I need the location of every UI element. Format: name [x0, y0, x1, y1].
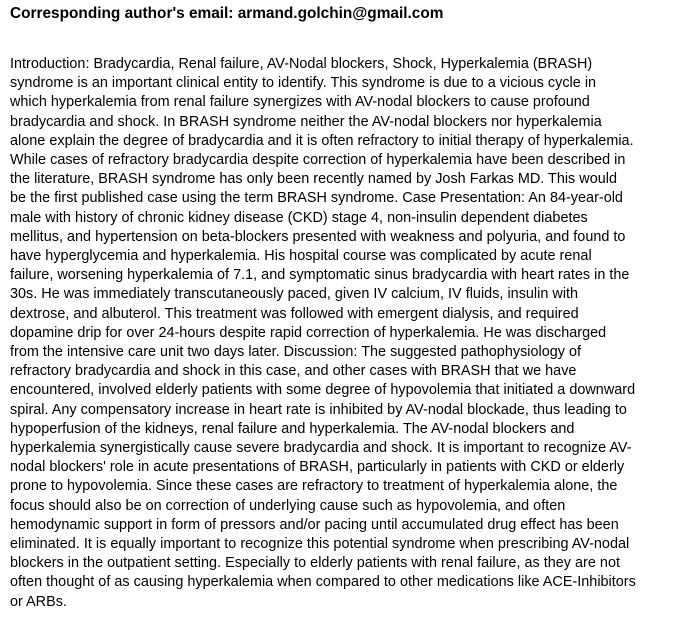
abstract-line: syndrome is an important clinical entity to identify. This syndrome is due to a vicious cycle in: [10, 75, 597, 92]
abstract-line: hyperkalemia synergistically cause severe bradycardia and shock. It is important to recognize AV-: [10, 440, 632, 457]
abstract-line: blockers in the outpatient setting. Especially to elderly patients with renal failure, as they are not: [10, 555, 620, 572]
abstract-line: spiral. Any compensatory increase in heart rate is inhibited by AV-nodal blockade, thus leading to: [10, 401, 627, 418]
abstract-line: the literature, BRASH syndrome has only been recently named by Josh Farkas MD. This would: [10, 171, 617, 188]
abstract-line: hypoperfusion of the kidneys, renal failure and hyperkalemia. The AV-nodal blockers and: [10, 420, 575, 437]
abstract-line: Introduction: Bradycardia, Renal failure, AV-Nodal blockers, Shock, Hyperkalemia (BRASH): [10, 56, 593, 72]
abstract-line: or ARBs.: [10, 593, 67, 610]
abstract-line: bradycardia and shock. In BRASH syndrome neither the AV-nodal blockers nor hyperkalemia: [10, 113, 602, 130]
abstract-body: [10, 55, 679, 612]
abstract-line: often thought of as causing hyperkalemia when compared to other medications like ACE-Inhibitors: [10, 574, 636, 591]
abstract-line: from the intensive care unit two days later. Discussion: The suggested pathophysiology of: [10, 344, 582, 361]
abstract-line: prone to hypovolemia. Since these cases are refractory to treatment of hyperkalemia alone, the: [10, 478, 618, 495]
abstract-line: dextrose, and albuterol. This treatment was followed with emergent dialysis, and required: [10, 305, 579, 322]
abstract-line: hemodynamic support in form of pressors and/or pacing until accumulated drug effect has been: [10, 516, 619, 533]
abstract-line: mellitus, and hypertension on beta-blockers presented with weakness and polyuria, and found to: [10, 228, 626, 245]
abstract-line: alone explain the degree of bradycardia and it is often refractory to initial therapy of hyperkalemia.: [10, 132, 634, 149]
abstract-line: failure, worsening hyperkalemia of 7.1, and symptomatic sinus bradycardia with heart rates in the: [10, 267, 630, 284]
corresponding-author-email: Corresponding author's email: armand.golchin@gmail.com: [10, 5, 444, 22]
abstract-line: refractory bradycardia and shock in this case, and other cases with BRASH that we have: [10, 363, 577, 380]
abstract-line: focus should also be on correction of underlying cause such as hypovolemia, and often: [10, 497, 566, 514]
abstract-line: 30s. He was immediately transcutaneously paced, given IV calcium, IV fluids, insulin with: [10, 286, 579, 303]
abstract-line: eliminated. It is equally important to recognize this potential syndrome when prescribing AV-nodal: [10, 536, 630, 553]
abstract-line: nodal blockers' role in acute presentations of BRASH, particularly in patients with CKD or elderly: [10, 459, 625, 476]
abstract-line: male with history of chronic kidney disease (CKD) stage 4, non-insulin dependent diabetes: [10, 209, 588, 226]
abstract-line: encountered, involved elderly patients with some degree of hypovolemia that initiated a downward: [10, 382, 636, 399]
abstract-line: While cases of refractory bradycardia despite correction of hyperkalemia have been described in: [10, 152, 626, 169]
abstract-line: be the first published case using the term BRASH syndrome. Case Presentation: An 84-year-old: [10, 190, 623, 207]
abstract-line: which hyperkalemia from renal failure synergizes with AV-nodal blockers to cause profound: [10, 94, 590, 111]
abstract-line: dopamine drip for over 24-hours despite rapid correction of hyperkalemia. He was discharged: [10, 324, 607, 341]
abstract-line: have hyperglycemia and hyperkalemia. His hospital course was complicated by acute renal: [10, 248, 592, 265]
